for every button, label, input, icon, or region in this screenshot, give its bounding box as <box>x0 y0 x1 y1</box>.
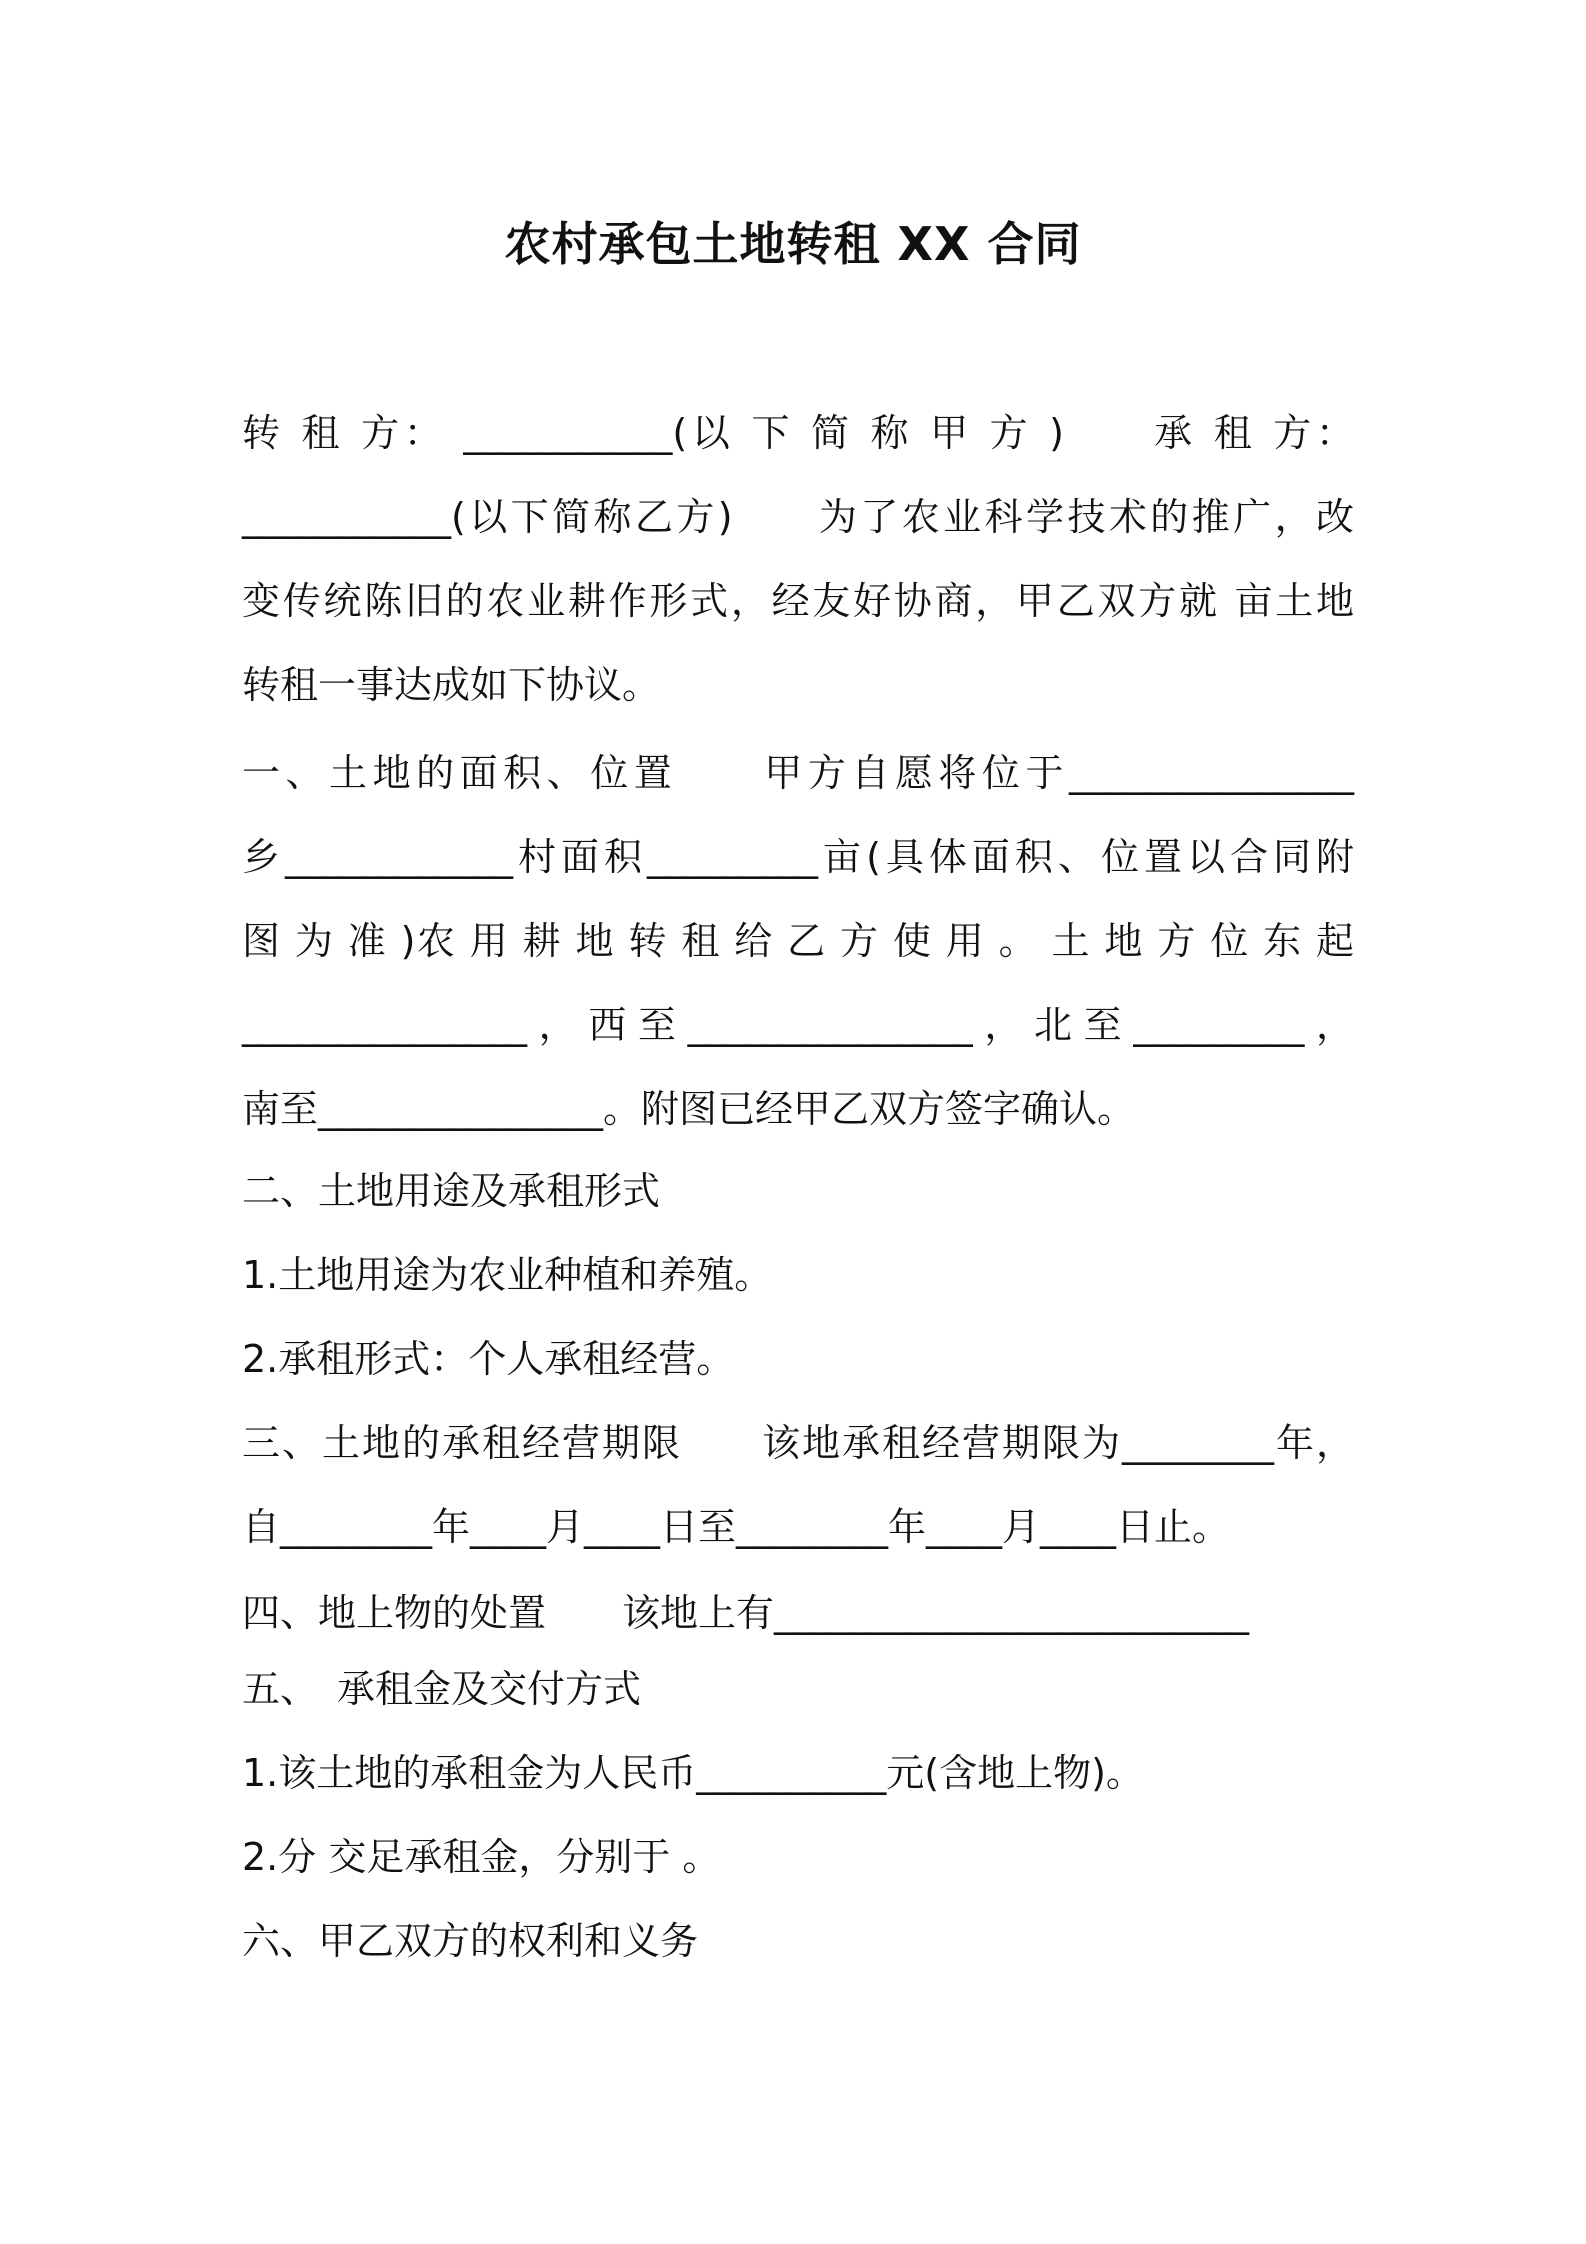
text-line: 南至_______________。附图已经甲乙双方签字确认。 <box>242 1087 1136 1131</box>
text-line: 自________年____月____日至________年____月____日止。 <box>242 1505 1231 1549</box>
text-line: 1.该土地的承租金为人民币__________元(含地上物)。 <box>242 1751 1144 1795</box>
section-heading-6: 六、甲乙双方的权利和义务 <box>242 1919 699 1963</box>
document-title: 农村承包土地转租 XX 合同 <box>504 217 1082 271</box>
section-heading-4: 四、地上物的处置 该地上有_________________________ <box>242 1591 1250 1635</box>
section-heading-3: 三、土地的承租经营期限 该地承租经营期限为________年， <box>242 1421 1354 1465</box>
text-line: ___________(以下简称乙方) 为了农业科学技术的推广，改 <box>242 495 1354 539</box>
text-line: _______________，西至_______________，北至_________， <box>242 1003 1354 1047</box>
text-line: 1.土地用途为农业种植和养殖。 <box>242 1253 773 1297</box>
text-line: 转租一事达成如下协议。 <box>242 663 661 707</box>
section-heading-1: 一、土地的面积、位置 甲方自愿将位于_______________ <box>242 751 1354 795</box>
text-line: 2.承租形式：个人承租经营。 <box>242 1337 735 1381</box>
section-heading-5: 五、 承租金及交付方式 <box>242 1667 642 1711</box>
section-heading-2: 二、土地用途及承租形式 <box>242 1169 661 1213</box>
text-line: 转 租 方： ___________(以 下 简 称 甲 方 ) 承 租 方： <box>242 411 1354 455</box>
text-line: 变传统陈旧的农业耕作形式，经友好协商，甲乙双方就 亩土地 <box>242 579 1354 623</box>
text-line: 乡____________村面积_________亩(具体面积、位置以合同附 <box>242 835 1354 879</box>
text-line: 图 为 准 )农 用 耕 地 转 租 给 乙 方 使 用 。 土 地 方 位 东 起 <box>242 919 1354 963</box>
text-line: 2.分 交足承租金，分别于 。 <box>242 1835 721 1879</box>
